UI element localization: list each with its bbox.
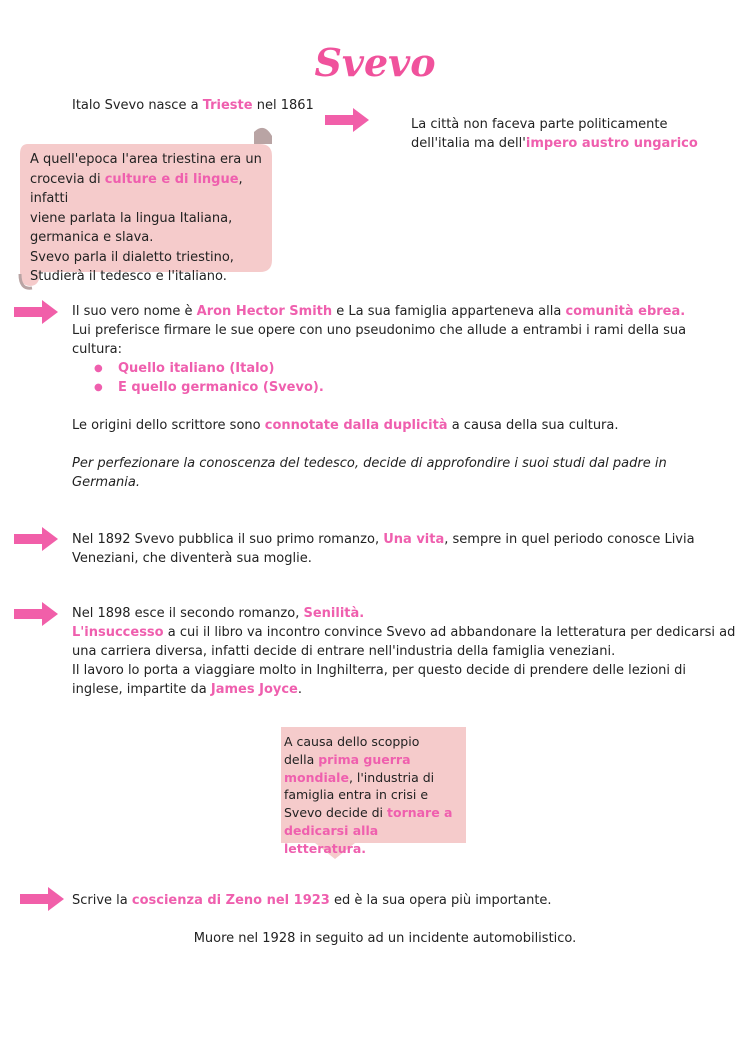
novel2-paragraph: Nel 1898 esce il secondo romanzo, Senilità. L'insuccesso a cui il libro va incontro convince Svevo ad abbandonare la letteratura per dedicarsi ad una carriera diversa, infatti decide di entrare nell'industria della famiglia veneziani. Il lavoro lo porta a viaggiare molto in Inghilterra, per questo decide di prendere delle lezioni di inglese, impartite da James Joyce. xyxy=(72,606,736,697)
arrow-right-icon xyxy=(325,108,369,132)
city-highlight: Trieste xyxy=(202,98,253,113)
war-note: A causa dello scoppio della prima guerra mondiale, l'industria di famiglia entra in crisi e Svevo decide di tornare a dedicarsi alla letteratura. xyxy=(284,734,453,856)
page-title: Svevo xyxy=(314,40,436,85)
novel1-paragraph: Nel 1892 Svevo pubblica il suo primo romanzo, Una vita, sempre in quel periodo conosce Livia Veneziani, che diventerà sua moglie. xyxy=(72,532,695,566)
death-line: Muore nel 1928 in seguito ad un incidente automobilistico. xyxy=(193,931,577,946)
arrow-right-icon xyxy=(14,527,58,551)
empire-highlight: impero austro ungarico xyxy=(525,136,698,151)
scroll-note: A quell'epoca l'area triestina era un crocevia di culture e di lingue, infatti viene parlata la lingua Italiana, germanica e slava. Svevo parla il dialetto triestino, Studierà il tedesco e l'italiano. xyxy=(30,152,262,284)
list-item: ● E quello germanico (Svevo). xyxy=(94,378,742,397)
arrow-right-icon xyxy=(20,887,64,911)
birth-line: Italo Svevo nasce a Trieste nel 1861 xyxy=(72,98,314,113)
pseudonym-list xyxy=(94,359,742,397)
arrow-right-icon xyxy=(14,602,58,626)
zeno-line: Scrive la coscienza di Zeno nel 1923 ed è la sua opera più importante. xyxy=(72,893,552,908)
name-section: Il suo vero nome è Aron Hector Smith e La sua famiglia apparteneva alla comunità ebrea. Lui preferisce firmare le sue opere con uno pseudonimo che allude a entrambi i rami della sua cultura: ● Quello italiano (Italo) ● E quello germanico (Svevo). Le origini dello scrittore sono connotate dalla duplicità a causa della sua cultura. Per perfezionare la conoscenza del tedesco, decide di approfondire i suoi studi dal padre in Germania. xyxy=(72,302,742,492)
arrow-right-icon xyxy=(14,300,58,324)
real-name: Aron Hector Smith xyxy=(196,304,333,319)
list-item: ● Quello italiano (Italo) xyxy=(94,359,742,378)
city-note: La città non faceva parte politicamente dell'italia ma dell'impero austro ungarico xyxy=(411,117,698,151)
